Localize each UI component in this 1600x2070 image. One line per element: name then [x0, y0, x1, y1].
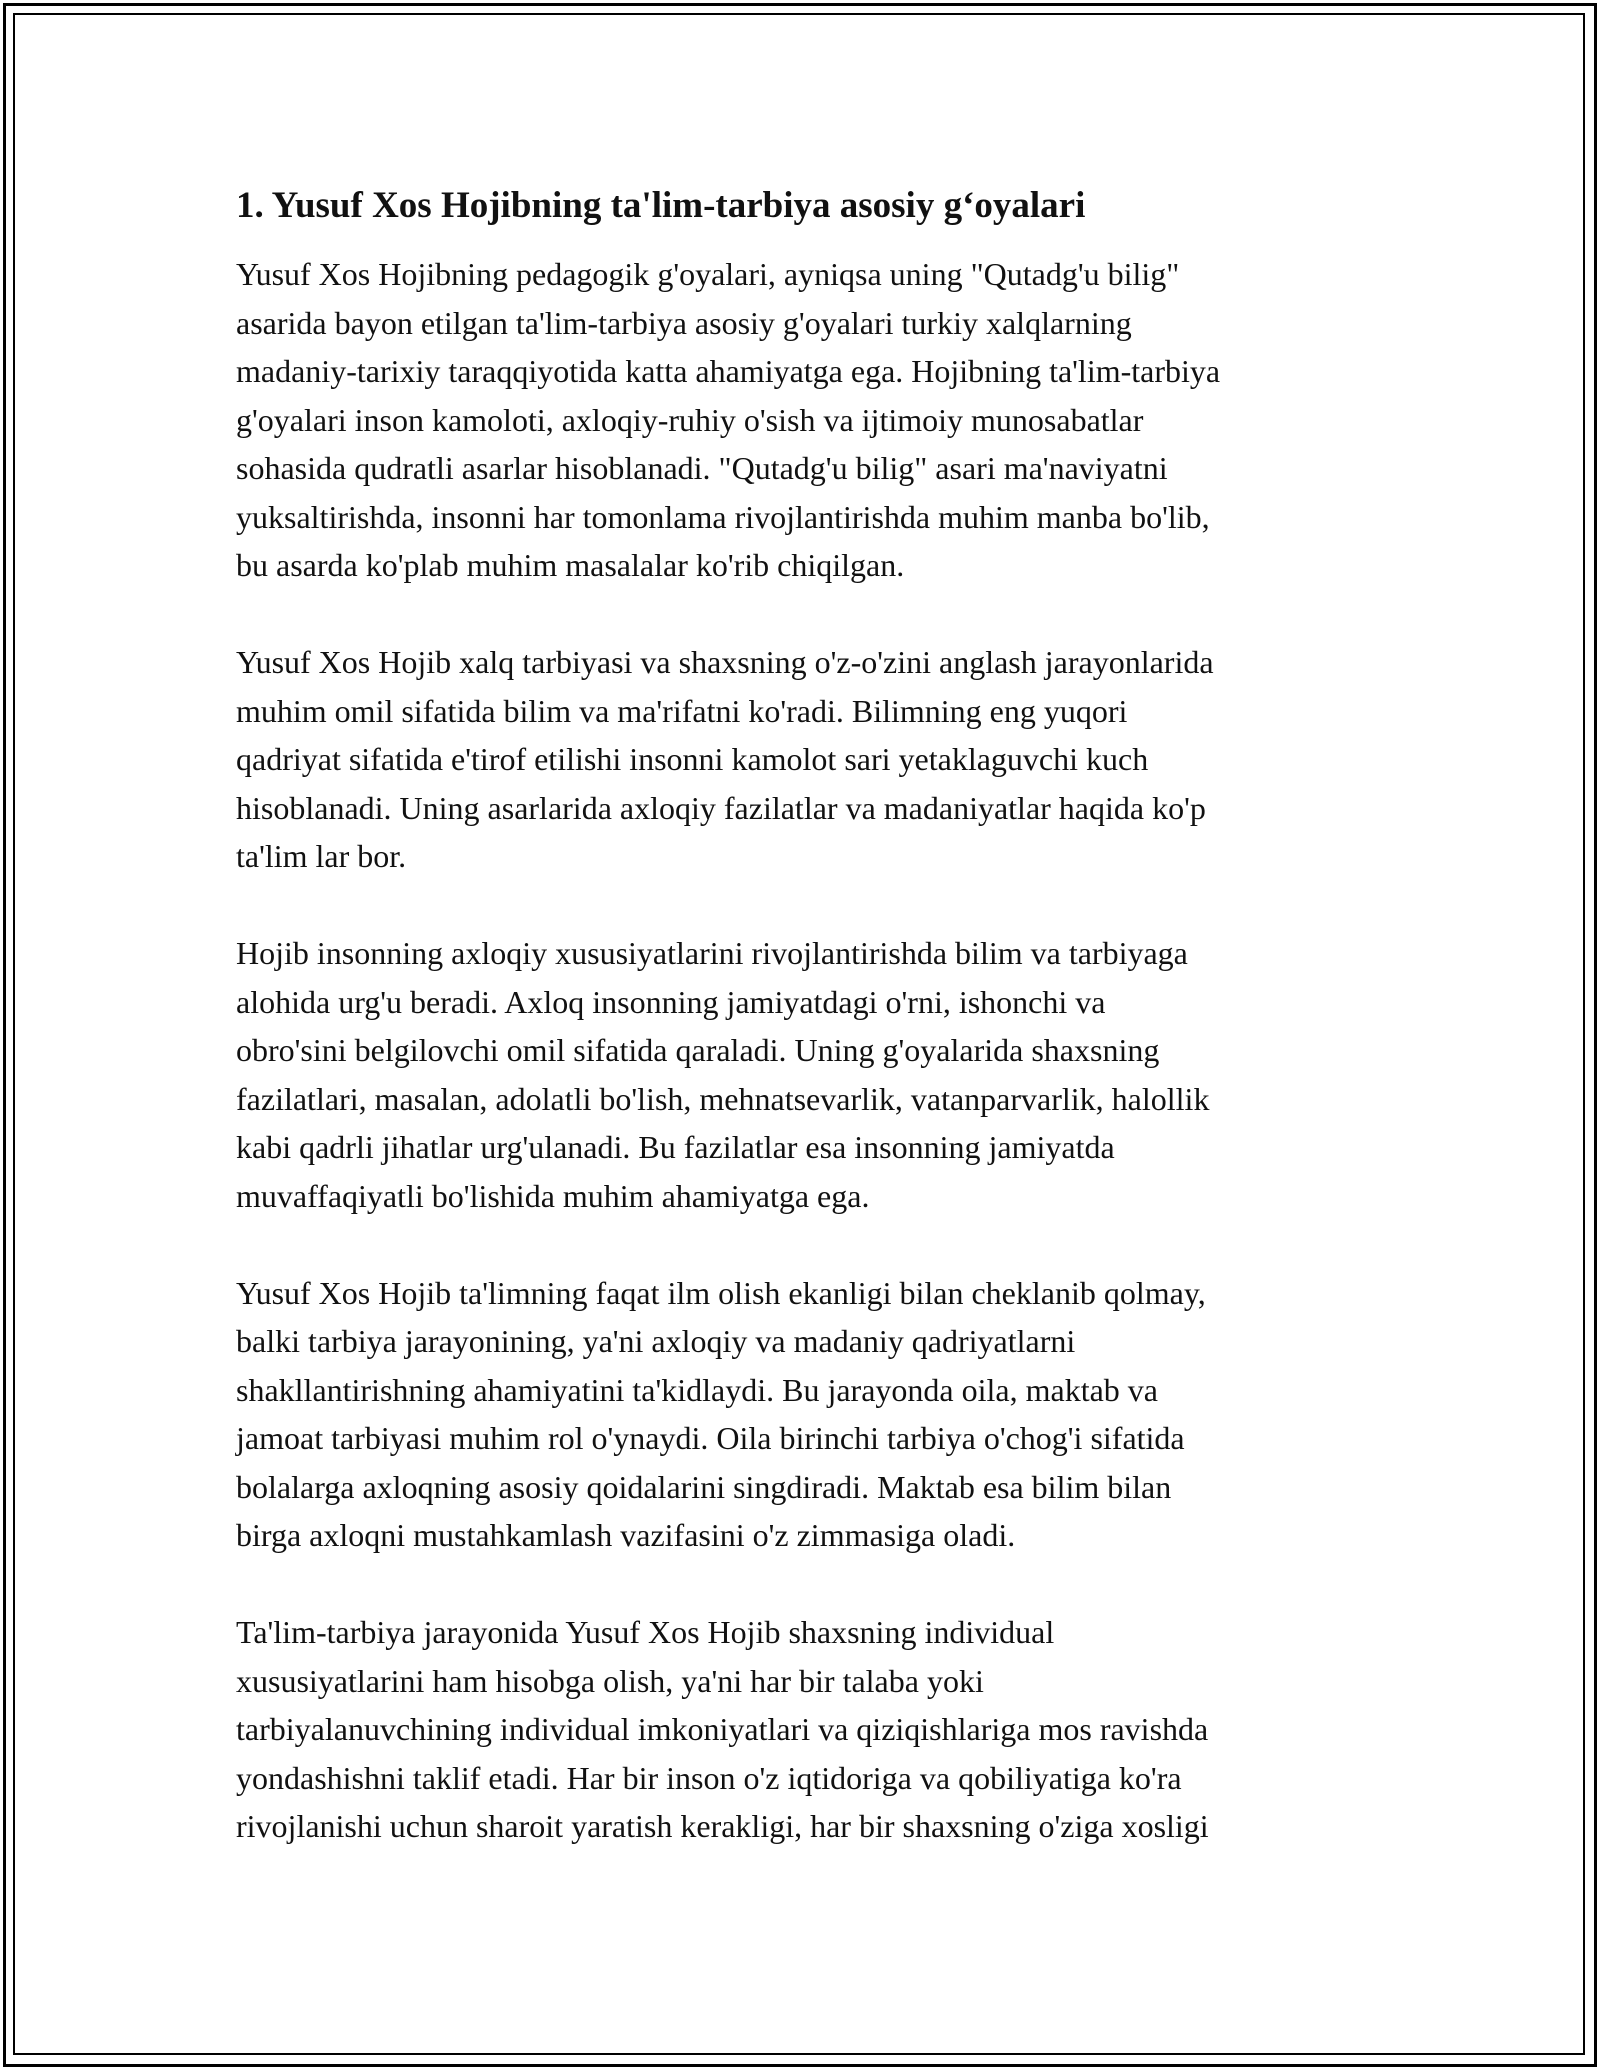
text-line: shakllantirishning ahamiyatini ta'kidlaydi. Bu jarayonda oila, maktab va — [236, 1371, 1158, 1408]
text-line: Ta'lim-tarbiya jarayonida Yusuf Xos Hojib shaxsning individual — [236, 1614, 1055, 1650]
text-line: ta'lim lar bor. — [236, 838, 407, 874]
text-line: fazilatlari, masalan, adolatli bo'lish, mehnatsevarlik, vatanparvarlik, halollik — [236, 1080, 1210, 1117]
document-body — [236, 180, 1376, 1899]
text-line: birga axloqni mustahkamlash vazifasini o'z zimmasiga oladi. — [236, 1517, 1016, 1553]
text-line: alohida urg'u beradi. Axloq insonning jamiyatdagi o'rni, ishonchi va — [236, 983, 1106, 1020]
text-line: sohasida qudratli asarlar hisoblanadi. "Qutadg'u bilig" asari ma'naviyatni — [236, 450, 1168, 486]
paragraph-5 — [236, 1608, 1376, 1851]
text-line: bolalarga axloqning asosiy qoidalarini singdiradi. Maktab esa bilim bilan — [236, 1468, 1172, 1505]
text-line: Yusuf Xos Hojibning pedagogik g'oyalari, ayniqsa uning "Qutadg'u bilig" — [236, 256, 1180, 292]
text-line: qadriyat sifatida e'tirof etilishi insonni kamolot sari yetaklaguvchi kuch — [236, 741, 1149, 777]
text-line: yuksaltirishda, insonni har tomonlama rivojlantirishda muhim manba bo'lib, — [236, 498, 1210, 535]
paragraph-3 — [236, 929, 1376, 1220]
text-line: muvaffaqiyatli bo'lishida muhim ahamiyatga ega. — [236, 1177, 870, 1214]
text-line: asarida bayon etilgan ta'lim-tarbiya asosiy g'oyalari turkiy xalqlarning — [236, 304, 1132, 341]
text-line: yondashishni taklif etadi. Har bir inson o'z iqtidoriga va qobiliyatiga ko'ra — [236, 1759, 1182, 1796]
text-line: tarbiyalanuvchining individual imkoniyatlari va qiziqishlariga mos ravishda — [236, 1711, 1209, 1747]
text-line: jamoat tarbiyasi muhim rol o'ynaydi. Oila birinchi tarbiya o'chog'i sifatida — [236, 1420, 1185, 1456]
text-line: Yusuf Xos Hojib xalq tarbiyasi va shaxsning o'z-o'zini anglash jarayonlarida — [236, 644, 1214, 680]
text-line: hisoblanadi. Uning asarlarida axloqiy fazilatlar va madaniyatlar haqida ko'p — [236, 789, 1206, 826]
paragraph-4 — [236, 1269, 1376, 1560]
text-line: xususiyatlarini ham hisobga olish, ya'ni har bir talaba yoki — [236, 1662, 984, 1699]
paragraph-1 — [236, 250, 1376, 590]
text-line: bu asarda ko'plab muhim masalalar ko'rib chiqilgan. — [236, 547, 905, 583]
text-line: g'oyalari inson kamoloti, axloqiy-ruhiy o'sish va ijtimoiy munosabatlar — [236, 401, 1144, 438]
text-line: rivojlanishi uchun sharoit yaratish kerakligi, har bir shaxsning o'ziga xosligi — [236, 1808, 1209, 1844]
paragraph-2 — [236, 638, 1376, 881]
text-line: Yusuf Xos Hojib ta'limning faqat ilm olish ekanligi bilan cheklanib qolmay, — [236, 1274, 1206, 1311]
text-line: obro'sini belgilovchi omil sifatida qaraladi. Uning g'oyalarida shaxsning — [236, 1032, 1160, 1068]
text-line: madaniy-tarixiy taraqqiyotida katta ahamiyatga ega. Hojibning ta'lim-tarbiya — [236, 353, 1221, 389]
text-line: kabi qadrli jihatlar urg'ulanadi. Bu fazilatlar esa insonning jamiyatda — [236, 1129, 1115, 1165]
text-line: muhim omil sifatida bilim va ma'rifatni ko'radi. Bilimning eng yuqori — [236, 692, 1128, 729]
section-heading: 1. Yusuf Xos Hojibning ta'lim-tarbiya asosiy g‘oyalari — [236, 185, 1086, 226]
text-line: balki tarbiya jarayonining, ya'ni axloqiy va madaniy qadriyatlarni — [236, 1323, 1076, 1359]
text-line: Hojib insonning axloqiy xususiyatlarini rivojlantirishda bilim va tarbiyaga — [236, 935, 1188, 971]
